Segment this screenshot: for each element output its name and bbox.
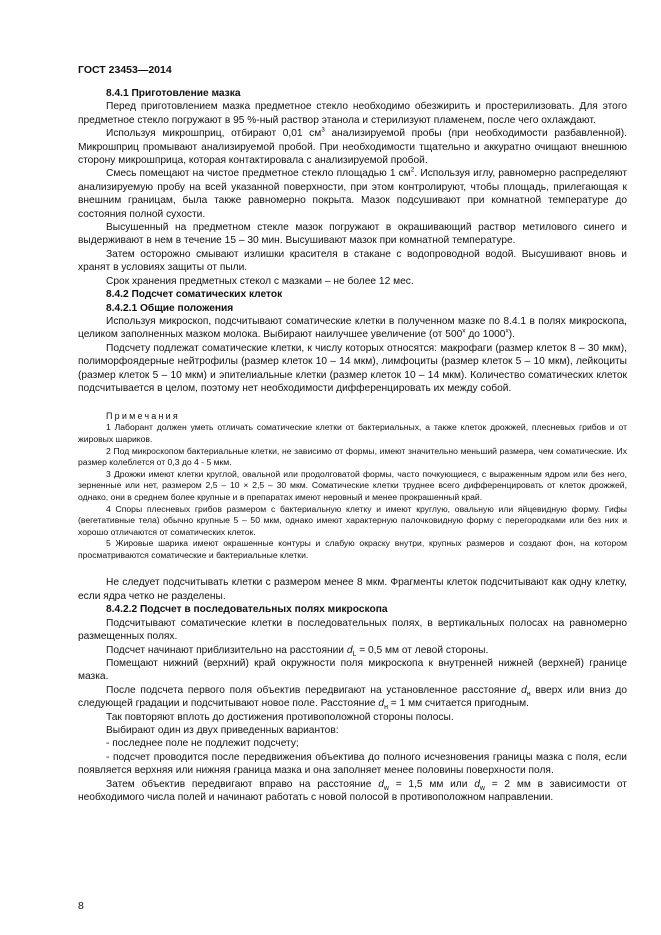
text: = 1 мм считается пригодным. [387, 698, 529, 710]
text: = 2 мм в зависимости от необходимого числа полей и начинают работать с новой полосой в противоположном направлении. [78, 778, 627, 803]
notes-block [78, 410, 627, 561]
paragraph: Срок хранения предметных стекол с мазками – не более 12 мес. [106, 275, 414, 287]
heading-8-4-2-2: 8.4.2.2 Подсчет в последовательных полях микроскопа [106, 604, 388, 616]
subscript: L [352, 650, 357, 658]
standard-header: ГОСТ 23453—2014 [78, 64, 172, 76]
variable: d [346, 644, 353, 656]
variable: d [378, 698, 385, 710]
text: Используя микроскоп, подсчитывают соматические клетки в полученном мазке по 8.4.1 в полях микроскопа, целиком заполненных мазком молока. Выбирают наилучшее увеличение (от 500 [78, 315, 627, 341]
note-2: 2 Под микроскопом бактериальные клетки, не зависимо от формы, имеют значительно меньший размера, чем соматические. Их размер колеблется от 0,3 до 4 - 5 мкм. [78, 445, 627, 468]
text: Смесь помещают на чистое предметное стекло площадью 1 см [106, 168, 411, 180]
note-3: 3 Дрожжи имеют клетки круглой, овальной или продолговатой формы, часто почкующиеся, с выраженным ядром или без него, зерненные или нет, размером 2,5 – 10 × 2,5 – 30 мкм. Соматические клетки труднее всего дифференцировать от клеток дрожжей, однако, они в среднем более крупные и в препаратах имеют неровный и менее прокрашенный край. [78, 468, 627, 502]
paragraph: Не следует подсчитывать клетки с размером менее 8 мкм. Фрагменты клеток подсчитывают как одну клетку, если ядра четко не разделены. [78, 577, 627, 602]
subscript: н [384, 704, 388, 712]
variable: d [474, 778, 480, 790]
paragraph [78, 778, 627, 805]
subscript: w [479, 784, 485, 792]
paragraph [78, 644, 627, 657]
paragraph: Перед приготовлением мазка предметное стекло необходимо обезжирить и простерилизовать. Для этого предметное стекло погружают в 95 %-ный раствор этанола и стерилизуют пламенем, после чего охлаждают. [78, 101, 627, 126]
option-item: - подсчет проводится после передвижения объектива до полного исчезновения границы мазка с поля, если появляется верхняя или нижняя граница мазка и она заполняет менее половины поверхности поля. [78, 751, 627, 777]
superscript: 2 [410, 167, 415, 175]
paragraph: Высушенный на предметном стекле мазок погружают в окрашивающий раствор метилового синего и выдерживают в нем в течение 15 – 30 мин. Высушивают мазок при комнатной температуре. [78, 222, 627, 247]
text: Используя микрошприц, отбирают 0,01 см [106, 128, 322, 140]
paragraph [78, 127, 627, 167]
text: . Используя иглу, равномерно распределяют анализируемую пробу на всей указанной поверхности, при этом контролируют, чтобы площадь, прилегающая к внешним границам, была также равномерно покрыта. Мазок подсушивают при комнатной температуре до состояния полной сухости. [78, 168, 627, 220]
note-5: 5 Жировые шарика имеют окрашенные контуры и слабую окраску внутри, крупных размеров и создают фон, на котором просматриваются соматические и бактериальные клетки. [78, 538, 627, 560]
page-number: 8 [78, 900, 84, 912]
variable: d [521, 684, 527, 696]
heading-8-4-1: 8.4.1 Приготовление мазка [106, 88, 241, 99]
paragraph [78, 167, 627, 221]
note-4: 4 Споры плесневых грибов размером с бактериальную клетку и имеют круглую, овальную или яйцевидную форму. Гифы (вегетативные тела) обычно крупные 5 – 50 мкм, однако имеют характерную палочковидную форму с перегородками или без них и хорошо отличаются от соматических клеток. [78, 503, 627, 537]
heading-8-4-2: 8.4.2 Подсчет соматических клеток [106, 289, 283, 301]
paragraph: Подсчитывают соматические клетки в последовательных полях, в вертикальных полосах на равномерно размещенных полях. [78, 617, 627, 643]
paragraph [78, 684, 627, 711]
paragraph: Подсчету подлежат соматические клетки, к числу которых относятся: макрофаги (размер клеток 8 – 30 мкм), полиморфоядерные нейтрофилы (размер клеток 10 – 14 мкм), лимфоциты (размер клеток 5 – 10 мкм), лейкоциты (размер клеток 5 – 10 мкм) и эпителиальные клетки (размер клеток 10 – 14 мкм). Количество соматических клеток подсчитывается в целом, поэтому нет необходимости дифференцировать их между собой. [78, 342, 627, 394]
text: вверх или вниз до следующей градации и подсчитывают новое поле. Расстояние [78, 684, 627, 710]
paragraph: Помещают нижний (верхний) край окружности поля микроскопа к внутренней нижней (верхней) границе мазка. [78, 657, 627, 683]
subscript: w [383, 784, 389, 792]
paragraph: Так повторяют вплоть до достижения противоположной стороны полосы. [106, 711, 454, 723]
text: ). [508, 329, 515, 341]
option-item: - последнее поле не подлежит подсчету; [106, 738, 299, 750]
heading-8-4-2-1: 8.4.2.1 Общие положения [106, 302, 234, 314]
variable: d [378, 778, 384, 790]
paragraph [78, 315, 627, 342]
notes-title: Примечания [106, 411, 180, 422]
text: = 1,5 мм или [388, 778, 475, 790]
text: Затем объектив передвигают вправо на расстояние [106, 778, 379, 790]
superscript: х [462, 327, 466, 335]
text: = 0,5 мм от левой стороны. [356, 644, 489, 656]
paragraph: Затем осторожно смывают излишки красителя в стакане с водопроводной водой. Высушивают вновь и хранят в условиях защиты от пыли. [78, 248, 627, 274]
text: После подсчета первого поля объектив передвигают на установленное расстояние [106, 684, 522, 696]
text: до 1000 [465, 329, 506, 341]
page-content [78, 87, 627, 804]
text: Подсчет начинают приблизительно на расстоянии [106, 644, 347, 656]
note-1: 1 Лаборант должен уметь отличать соматические клетки от бактериальных, а также клеток дрожжей, плесневых грибов и от жировых шариков. [78, 422, 627, 444]
paragraph: Выбирают один из двух приведенных вариантов: [106, 724, 339, 736]
superscript: 3 [321, 126, 325, 134]
superscript: х [505, 327, 509, 335]
subscript: н [526, 690, 531, 698]
text: анализируемой пробы (при необходимости разбавленной). Микрошприц промывают анализируемой пробой. При необходимости тщательно и аккуратно очищают внешнюю сторону микрошприца, которая контактировала с анализируемой пробой. [78, 128, 627, 167]
